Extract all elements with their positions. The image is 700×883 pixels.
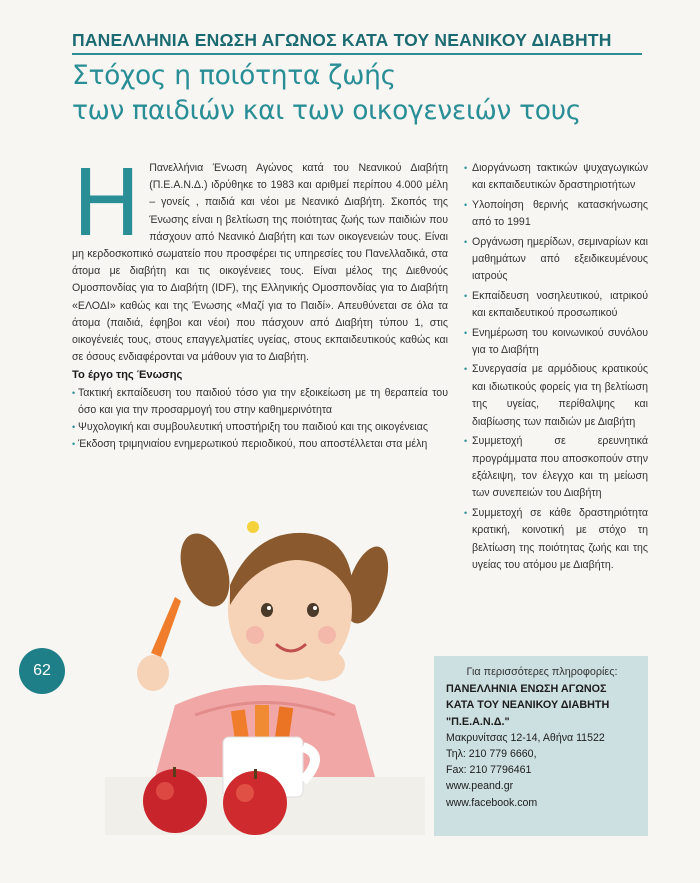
page-number: 62 bbox=[19, 648, 65, 694]
child-with-carrots-photo bbox=[105, 515, 425, 835]
article-left-column bbox=[72, 150, 448, 453]
org-name-line-2: ΚΑΤΑ ΤΟΥ ΝΕΑΝΙΚΟΥ ΔΙΑΒΗΤΗ bbox=[446, 699, 610, 712]
org-abbreviation: "Π.Ε.Α.Ν.Δ." bbox=[446, 715, 510, 728]
info-intro: Για περισσότερες πληροφορίες: bbox=[466, 666, 618, 678]
article-right-column bbox=[464, 160, 648, 576]
phone: Τηλ: 210 779 6660, bbox=[446, 748, 537, 761]
list-item: • Συμμετοχή σε κάθε δραστηριότητα κρατική, κοινοτική με στόχο τη βελτίωση της ποιότητας ζωής και της υγείας του ατόμου με Διαβήτη. bbox=[464, 505, 648, 575]
address: Μακρυνίτσας 12-14, Αθήνα 11522 bbox=[446, 731, 605, 744]
list-item: • Υλοποίηση θερινής κατασκήνωσης από το 1991 bbox=[464, 197, 648, 232]
article-intro: Πανελλήνια Ένωση Αγώνος κατά του Νεανικού Διαβήτη (Π.Ε.Α.Ν.Δ.) ιδρύθηκε το 1983 και αριθμεί περίπου 4.000 μέλη – γονείς , παιδιά και νέοι με Νεανικό Διαβήτη. Σκοπός της Ένωσης είναι η βελτίωση της ποιότητας ζωής των παιδιών που πάσχουν από Νεανικό Διαβήτη και των οικογενειών τους. Είναι μη κερδοσκοπικό σωματείο που προσφέρει τις υπηρεσίες του Πανελλαδικά, στα άτομα με διαβήτη και τις οικογένειες τους. Είναι μέλος της Διεθνούς Ομοσπονδίας για το Διαβήτη (IDF), της Ελληνικής Ομοσπονδίας για το Διαβήτη «ΕΛΟΔΙ» καθώς και της Ένωσης «Μαζί για το Παιδί». Απευθύνεται σε όλα τα άτομα (παιδιά, έφηβοι και νέοι) που πάσχουν από Διαβήτη τύπου 1, στις οικογένειές τους, στους επαγγελματίες υγείας, στους εκπαιδευτικούς καθώς και σε όσους ενδιαφέρονται να μάθουν για το Διαβήτη. bbox=[72, 162, 448, 364]
section-heading: Το έργο της Ένωσης bbox=[72, 369, 183, 382]
right-bullet-list bbox=[464, 160, 648, 574]
org-name-line-1: ΠΑΝΕΛΛΗΝΙΑ ΕΝΩΣΗ ΑΓΩΝΟΣ bbox=[446, 683, 607, 696]
list-item: • Οργάνωση ημερίδων, σεμιναρίων και μαθημάτων από εξειδικευμένους ιατρούς bbox=[464, 234, 648, 286]
list-item: • Διοργάνωση τακτικών ψυχαγωγικών και εκπαιδευτικών δραστηριοτήτων bbox=[464, 160, 648, 195]
list-item: • Έκδοση τριμηνιαίου ενημερωτικού περιοδικού, που αποστέλλεται στα μέλη bbox=[72, 436, 448, 453]
page-subtitle bbox=[72, 58, 652, 128]
header-title: ΠΑΝΕΛΛΗΝΙΑ ΕΝΩΣΗ ΑΓΩΝΟΣ ΚΑΤΑ ΤΟΥ ΝΕΑΝΙΚΟΥ ΔΙΑΒΗΤΗ bbox=[72, 30, 612, 50]
website-link[interactable]: www.peand.gr bbox=[446, 780, 514, 793]
drop-cap: Η bbox=[72, 150, 142, 257]
list-item: • Εκπαίδευση νοσηλευτικού, ιατρικού και εκπαιδευτικού προσωπικού bbox=[464, 288, 648, 323]
subtitle-line-1: Στόχος η ποιότητα ζωής bbox=[72, 60, 396, 91]
list-item: • Τακτική εκπαίδευση του παιδιού τόσο για την εξοικείωση με τη θεραπεία του όσο και για την προσαρμογή του στην καθημερινότητα bbox=[72, 385, 448, 419]
header-divider bbox=[72, 53, 642, 55]
list-item: • Συμμετοχή σε ερευνητικά προγράμματα που αποσκοπούν στην εξάλειψη, τον έλεγχο και τη μείωση των συνεπειών του Διαβήτη bbox=[464, 433, 648, 503]
list-item: • Ψυχολογική και συμβουλευτική υποστήριξη του παιδιού και της οικογένειας bbox=[72, 419, 448, 436]
facebook-link[interactable]: www.facebook.com bbox=[446, 796, 538, 809]
contact-info-box bbox=[434, 656, 648, 836]
list-item: • Ενημέρωση του κοινωνικού συνόλου για το Διαβήτη bbox=[464, 325, 648, 360]
subtitle-line-2: των παιδιών και των οικογενειών τους bbox=[72, 95, 581, 126]
list-item: • Συνεργασία με αρμόδιους κρατικούς και ιδιωτικούς φορείς για τη βελτίωση της υγείας, περίθαλψης και διαβίωσης των παιδιών με Διαβήτη bbox=[464, 361, 648, 431]
fax: Fax: 210 7796461 bbox=[446, 764, 532, 777]
left-bullet-list bbox=[72, 385, 448, 454]
